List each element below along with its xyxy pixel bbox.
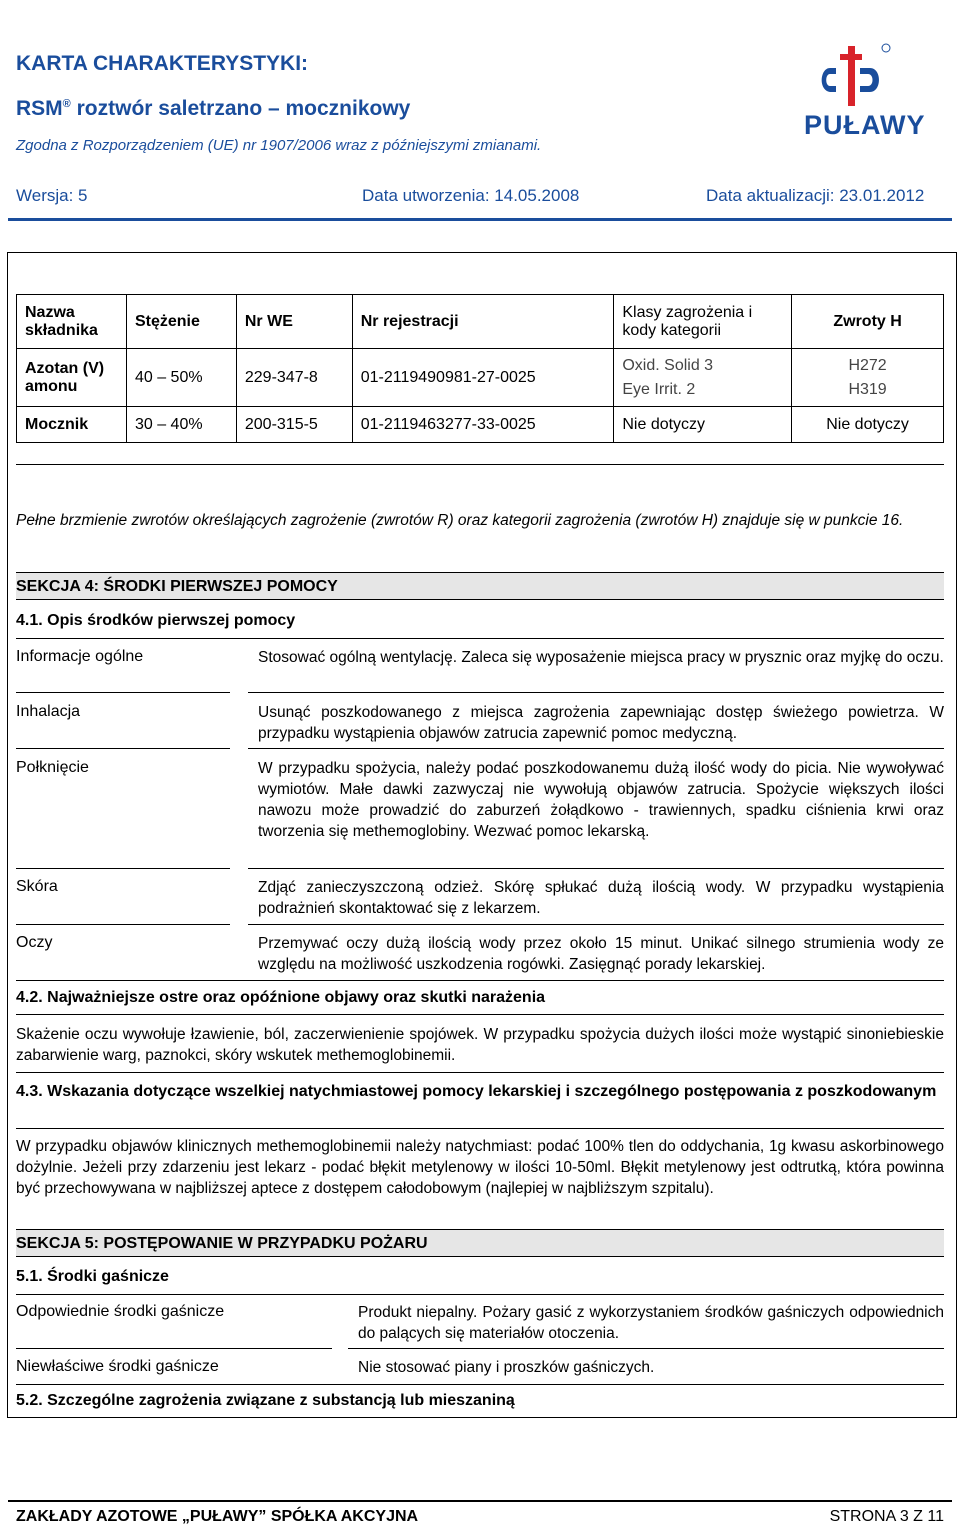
table-cell: 200-315-5 bbox=[236, 407, 352, 443]
pulawy-logo bbox=[800, 40, 926, 150]
divider bbox=[16, 924, 230, 925]
divider bbox=[248, 692, 944, 693]
header-cell: Nazwa składnika bbox=[17, 295, 127, 349]
divider bbox=[248, 868, 944, 869]
first-aid-label-general: Informacje ogólne bbox=[16, 648, 144, 665]
h-statement: H272 bbox=[848, 356, 887, 374]
divider bbox=[16, 464, 944, 465]
section4-3-heading: 4.3. Wskazania dotyczące wszelkiej natychmiastowej pomocy lekarskiej i szczególnego postępowania z poszkodowanym bbox=[16, 1083, 937, 1100]
table-row bbox=[17, 407, 944, 443]
table-cell: Nie dotyczy bbox=[792, 407, 944, 443]
h-phrases-note: Pełne brzmienie zwrotów określających zagrożenie (zwrotów R) oraz kategorii zagrożenia (zwrotów H) znajduje się w punkcie 16. bbox=[16, 512, 904, 529]
first-aid-text-general: Stosować ogólną wentylację. Zaleca się wyposażenie miejsca pracy w prysznic oraz myjkę do oczu. bbox=[258, 649, 944, 666]
first-aid-text-inhalation: Usunąć poszkodowanego z miejsca zagrożenia zapewniając dostęp świeżego powietrza. W przypadku wystąpienia objawów zatrucia zapewnić pomoc medyczną. bbox=[258, 704, 944, 742]
first-aid-text-ingestion: W przypadku spożycia, należy podać poszkodowanemu dużą ilość wody do picia. Nie wywoływać wymiotów. Małe dawki zazwyczaj nie wywołują objawów zatrucia. Spożycie większych ilości nawozu może prowadzić do zaburzeń żołądkowo - trawiennych, spadku ciśnienia krwi oraz tworzenia się methemoglobiny. Wezwać pomoc lekarską. bbox=[258, 760, 944, 840]
divider bbox=[16, 980, 944, 981]
header-cell: Zwroty H bbox=[792, 295, 944, 349]
table-cell: Nie dotyczy bbox=[614, 407, 792, 443]
divider bbox=[348, 1348, 944, 1349]
section5-2-heading: 5.2. Szczególne zagrożenia związane z substancją lub mieszaniną bbox=[16, 1392, 515, 1409]
creation-date: Data utworzenia: 14.05.2008 bbox=[362, 186, 580, 205]
footer-divider bbox=[8, 1500, 952, 1502]
extinguishing-text-suitable: Produkt niepalny. Pożary gasić z wykorzystaniem środków gaśniczych odpowiednich do palących się materiałów otoczenia. bbox=[358, 1304, 944, 1342]
table-cell bbox=[792, 349, 944, 407]
first-aid-label-eyes: Oczy bbox=[16, 934, 53, 951]
extinguishing-label-unsuitable: Niewłaściwe środki gaśnicze bbox=[16, 1358, 219, 1375]
section4-title: SEKCJA 4: ŚRODKI PIERWSZEJ POMOCY bbox=[16, 572, 944, 600]
divider bbox=[16, 1384, 944, 1385]
first-aid-text-eyes: Przemywać oczy dużą ilością wody przez około 15 minut. Unikać silnego strumienia wody ze względu na możliwość uszkodzenia rogówki. Zasięgnąć porady lekarskiej. bbox=[258, 935, 944, 973]
regulation-note: Zgodna z Rozporządzeniem (UE) nr 1907/2006 wraz z późniejszymi zmianami. bbox=[16, 137, 542, 154]
divider bbox=[248, 924, 944, 925]
first-aid-text-skin: Zdjąć zanieczyszczoną odzież. Skórę spłukać dużą ilością wody. W przypadku wystąpienia podrażnień skontaktować się z lekarzem. bbox=[258, 879, 944, 917]
section4-2-text: Skażenie oczu wywołuje łzawienie, ból, zaczerwienienie spojówek. W przypadku spożycia dużych ilości może wystąpić sinoniebieskie zabarwienie warg, paznokci, skóry wskutek methemoglobinemii. bbox=[16, 1026, 944, 1064]
divider bbox=[16, 1072, 944, 1073]
footer-company: ZAKŁADY AZOTOWE „PUŁAWY” SPÓŁKA AKCYJNA bbox=[16, 1508, 419, 1525]
first-aid-label-inhalation: Inhalacja bbox=[16, 703, 81, 720]
section4-1-heading: 4.1. Opis środków pierwszej pomocy bbox=[16, 612, 296, 629]
first-aid-label-ingestion: Połknięcie bbox=[16, 759, 89, 776]
composition-table bbox=[16, 294, 944, 443]
version: Wersja: 5 bbox=[16, 186, 88, 205]
extinguishing-label-suitable: Odpowiednie środki gaśnicze bbox=[16, 1303, 225, 1320]
table-header-row bbox=[17, 295, 944, 349]
document-title: KARTA CHARAKTERYSTYKI: bbox=[16, 52, 309, 75]
table-cell bbox=[614, 349, 792, 407]
h-statement: H319 bbox=[848, 380, 887, 398]
first-aid-label-skin: Skóra bbox=[16, 878, 58, 895]
divider bbox=[16, 638, 944, 639]
table-cell: 01-2119490981-27-0025 bbox=[352, 349, 614, 407]
section5-1-heading: 5.1. Środki gaśnicze bbox=[16, 1268, 169, 1285]
divider bbox=[248, 748, 944, 749]
header-divider bbox=[8, 218, 952, 221]
divider bbox=[16, 1348, 332, 1349]
logo-text: PUŁAWY bbox=[804, 110, 926, 140]
registered-mark: ® bbox=[62, 98, 71, 110]
product-name bbox=[16, 97, 410, 121]
page-number: STRONA 3 Z 11 bbox=[829, 1508, 944, 1525]
header-cell: Nr rejestracji bbox=[352, 295, 614, 349]
table-cell: 30 – 40% bbox=[126, 407, 236, 443]
header-cell: Nr WE bbox=[236, 295, 352, 349]
table-cell: Azotan (V) amonu bbox=[17, 349, 127, 407]
table-cell: 01-2119463277-33-0025 bbox=[352, 407, 614, 443]
hazard-class: Eye Irrit. 2 bbox=[622, 380, 696, 398]
header-cell: Stężenie bbox=[126, 295, 236, 349]
section4-2-heading: 4.2. Najważniejsze ostre oraz opóźnione objawy oraz skutki narażenia bbox=[16, 989, 546, 1006]
extinguishing-text-unsuitable: Nie stosować piany i proszków gaśniczych. bbox=[358, 1359, 655, 1376]
hazard-class: Oxid. Solid 3 bbox=[622, 356, 714, 374]
table-cell: Mocznik bbox=[17, 407, 127, 443]
update-date: Data aktualizacji: 23.01.2012 bbox=[706, 186, 925, 205]
divider bbox=[16, 748, 230, 749]
header-cell: Klasy zagrożenia i kody kategorii bbox=[614, 295, 792, 349]
divider bbox=[16, 1128, 944, 1129]
divider bbox=[16, 868, 230, 869]
divider bbox=[16, 1014, 944, 1015]
table-row bbox=[17, 349, 944, 407]
section4-3-text: W przypadku objawów klinicznych methemoglobinemii należy natychmiast: podać 100% tlen do oddychania, 1g kwasu askorbinowego dożylnie. Jeżeli przy zdarzeniu jest lekarz - podać błękit metylenowy w ilości 10-50ml. Błękit metylenowy jest odtrutką, która powinna być przechowywana w najbliższej aptece z dostępem całodobowym (najlepiej w najbliższym szpitalu). bbox=[16, 1138, 944, 1197]
table-cell: 229-347-8 bbox=[236, 349, 352, 407]
divider bbox=[16, 1294, 944, 1295]
section5-title: SEKCJA 5: POSTĘPOWANIE W PRZYPADKU POŻARU bbox=[16, 1229, 944, 1257]
product-name-text: roztwór saletrzano – mocznikowy bbox=[70, 97, 411, 120]
table-cell: 40 – 50% bbox=[126, 349, 236, 407]
divider bbox=[16, 692, 230, 693]
product-prefix: RSM bbox=[16, 97, 63, 120]
